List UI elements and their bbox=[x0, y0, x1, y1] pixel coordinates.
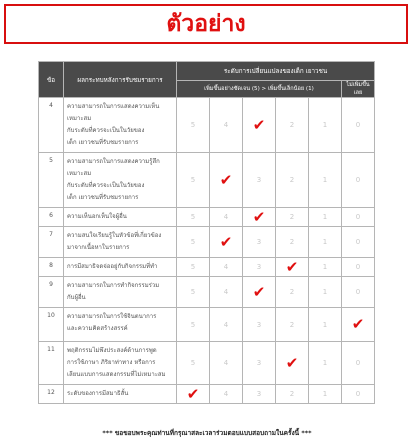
level-value: 1 bbox=[322, 176, 328, 184]
level-value: 2 bbox=[289, 238, 295, 246]
level-cell-0[interactable] bbox=[342, 153, 375, 208]
level-cell-2[interactable] bbox=[276, 385, 309, 404]
row-number: 9 bbox=[39, 277, 64, 308]
row-item-text bbox=[64, 385, 177, 404]
item-line: เลียนแบบการแสดงกรรมที่ไม่เหมาะสม bbox=[67, 371, 166, 378]
row-item-text bbox=[64, 342, 177, 385]
level-cell-1[interactable] bbox=[309, 385, 342, 404]
item-line: ความเห็นอกเห็นใจผู้อื่น bbox=[67, 213, 127, 220]
level-cell-3[interactable] bbox=[243, 153, 276, 208]
level-cell-5[interactable] bbox=[177, 98, 210, 153]
level-cell-checked[interactable] bbox=[342, 308, 375, 342]
level-value: 1 bbox=[322, 359, 328, 367]
item-line: การใช้ภาษา ภิริยาท่าทาง หรือการ bbox=[67, 359, 156, 366]
row-number: 7 bbox=[39, 227, 64, 258]
table-row bbox=[39, 385, 375, 404]
row-item-text bbox=[64, 308, 177, 342]
level-cell-5[interactable] bbox=[177, 258, 210, 277]
check-mark-icon: ✔ bbox=[351, 315, 365, 333]
level-value: 5 bbox=[190, 263, 196, 271]
level-cell-checked[interactable] bbox=[177, 385, 210, 404]
level-value: 1 bbox=[322, 213, 328, 221]
level-cell-5[interactable] bbox=[177, 277, 210, 308]
level-cell-2[interactable] bbox=[276, 153, 309, 208]
header-no: ข้อ bbox=[39, 62, 64, 98]
level-cell-4[interactable] bbox=[210, 208, 243, 227]
level-value: 0 bbox=[355, 263, 361, 271]
check-mark-icon: ✔ bbox=[252, 115, 266, 134]
level-cell-0[interactable] bbox=[342, 227, 375, 258]
level-cell-0[interactable] bbox=[342, 277, 375, 308]
level-value: 4 bbox=[223, 213, 229, 221]
level-value: 0 bbox=[355, 390, 361, 398]
level-cell-checked[interactable] bbox=[276, 342, 309, 385]
survey-table-body bbox=[39, 98, 375, 404]
item-line: ความสนใจเรียนรู้ในหัวข้อที่เกี่ยวข้อง bbox=[67, 232, 162, 239]
level-value: 0 bbox=[355, 288, 361, 296]
level-value: 5 bbox=[190, 176, 196, 184]
level-cell-3[interactable] bbox=[243, 258, 276, 277]
level-cell-2[interactable] bbox=[276, 277, 309, 308]
check-mark-icon: ✔ bbox=[186, 384, 200, 403]
level-value: 2 bbox=[289, 176, 295, 184]
level-value: 1 bbox=[322, 390, 328, 398]
level-cell-0[interactable] bbox=[342, 258, 375, 277]
row-number: 10 bbox=[39, 308, 64, 342]
level-cell-4[interactable] bbox=[210, 308, 243, 342]
survey-table bbox=[38, 61, 375, 404]
row-number: 5 bbox=[39, 153, 64, 208]
level-value: 2 bbox=[289, 288, 295, 296]
level-cell-4[interactable] bbox=[210, 385, 243, 404]
example-banner bbox=[4, 4, 408, 44]
level-cell-0[interactable] bbox=[342, 385, 375, 404]
table-row bbox=[39, 208, 375, 227]
item-line: กับระดับที่ควรจะเป็นในวัยของ bbox=[67, 127, 145, 134]
table-row bbox=[39, 153, 375, 208]
level-cell-1[interactable] bbox=[309, 258, 342, 277]
level-value: 0 bbox=[355, 213, 361, 221]
level-cell-checked[interactable] bbox=[243, 208, 276, 227]
check-mark-icon: ✔ bbox=[252, 207, 266, 226]
level-value: 5 bbox=[190, 320, 196, 329]
level-value: 2 bbox=[289, 320, 295, 329]
level-cell-2[interactable] bbox=[276, 98, 309, 153]
table-row bbox=[39, 227, 375, 258]
level-value: 3 bbox=[256, 263, 262, 271]
level-cell-1[interactable] bbox=[309, 342, 342, 385]
level-value: 0 bbox=[355, 238, 361, 246]
row-number: 4 bbox=[39, 98, 64, 153]
level-value: 0 bbox=[355, 359, 361, 367]
level-cell-1[interactable] bbox=[309, 153, 342, 208]
row-item-text bbox=[64, 153, 177, 208]
level-value: 4 bbox=[223, 390, 229, 398]
level-cell-checked[interactable] bbox=[243, 98, 276, 153]
level-cell-checked[interactable] bbox=[210, 227, 243, 258]
item-line: การมีสมาธิจดจ่ออยู่กับกิจกรรมที่ทำ bbox=[67, 263, 158, 270]
row-number: 11 bbox=[39, 342, 64, 385]
survey-table-wrap bbox=[38, 61, 375, 404]
item-line: เหมาะสม bbox=[67, 115, 92, 122]
check-mark-icon: ✔ bbox=[219, 232, 233, 251]
level-cell-checked[interactable] bbox=[210, 153, 243, 208]
level-value: 5 bbox=[190, 121, 196, 129]
row-item-text bbox=[64, 227, 177, 258]
check-mark-icon: ✔ bbox=[285, 257, 299, 276]
level-value: 3 bbox=[256, 390, 262, 398]
level-value: 3 bbox=[256, 320, 262, 329]
level-value: 1 bbox=[322, 263, 328, 271]
level-value: 1 bbox=[322, 320, 328, 329]
level-cell-0[interactable] bbox=[342, 98, 375, 153]
table-row bbox=[39, 258, 375, 277]
level-value: 2 bbox=[289, 390, 295, 398]
level-value: 2 bbox=[289, 121, 295, 129]
item-line: ความสามารถในการใช้จินตนาการ bbox=[67, 313, 157, 320]
level-value: 3 bbox=[256, 238, 262, 246]
level-cell-1[interactable] bbox=[309, 308, 342, 342]
level-cell-checked[interactable] bbox=[276, 258, 309, 277]
row-item-text bbox=[64, 208, 177, 227]
level-cell-2[interactable] bbox=[276, 227, 309, 258]
level-value: 5 bbox=[190, 359, 196, 367]
level-value: 3 bbox=[256, 176, 262, 184]
level-cell-2[interactable] bbox=[276, 308, 309, 342]
item-line: เหมาะสม bbox=[67, 170, 92, 177]
level-value: 4 bbox=[223, 121, 229, 129]
level-value: 4 bbox=[223, 320, 229, 329]
level-cell-5[interactable] bbox=[177, 308, 210, 342]
level-value: 4 bbox=[223, 288, 229, 296]
item-line: และความคิดสร้างสรรค์ bbox=[67, 325, 128, 332]
level-value: 0 bbox=[355, 176, 361, 184]
level-cell-1[interactable] bbox=[309, 277, 342, 308]
header-item: ผลกระทบหลังการรับชมรายการ bbox=[64, 62, 177, 98]
level-value: 5 bbox=[190, 213, 196, 221]
level-value: 4 bbox=[223, 359, 229, 367]
check-mark-icon: ✔ bbox=[252, 282, 266, 301]
level-value: 1 bbox=[322, 288, 328, 296]
level-value: 1 bbox=[322, 238, 328, 246]
level-cell-0[interactable] bbox=[342, 342, 375, 385]
check-mark-icon: ✔ bbox=[219, 170, 233, 189]
row-item-text bbox=[64, 98, 177, 153]
level-value: 5 bbox=[190, 238, 196, 246]
level-cell-2[interactable] bbox=[276, 208, 309, 227]
level-value: 4 bbox=[223, 263, 229, 271]
level-cell-1[interactable] bbox=[309, 208, 342, 227]
level-cell-1[interactable] bbox=[309, 98, 342, 153]
table-row bbox=[39, 98, 375, 153]
level-cell-5[interactable] bbox=[177, 153, 210, 208]
level-cell-3[interactable] bbox=[243, 308, 276, 342]
level-cell-0[interactable] bbox=[342, 208, 375, 227]
row-item-text bbox=[64, 258, 177, 277]
item-line: ความสามารถในการแสดงความเห็น bbox=[67, 103, 160, 110]
check-mark-icon: ✔ bbox=[285, 353, 299, 372]
level-value: 2 bbox=[289, 213, 295, 221]
level-value: 3 bbox=[256, 359, 262, 367]
item-line: มาจากเนื้อหาในรายการ bbox=[67, 244, 130, 251]
header-no-increase: ไม่เพิ่มขึ้นเลย bbox=[342, 81, 375, 98]
table-row bbox=[39, 308, 375, 342]
level-value: 1 bbox=[322, 121, 328, 129]
row-number: 12 bbox=[39, 385, 64, 404]
item-line: เด็ก เยาวชนที่รับชมรายการ bbox=[67, 194, 139, 201]
item-line: ความสามารถในการทำกิจกรรมร่วม bbox=[67, 282, 160, 289]
footer-thanks: *** ขอขอบพระคุณท่านที่กรุณาสละเวลาร่วมตอบแบบสอบถามในครั้งนี้ *** bbox=[102, 429, 312, 437]
row-number: 8 bbox=[39, 258, 64, 277]
level-cell-checked[interactable] bbox=[243, 277, 276, 308]
item-line: ระดับของการมีสมาธิสั้น bbox=[67, 390, 129, 397]
table-row bbox=[39, 342, 375, 385]
level-cell-3[interactable] bbox=[243, 227, 276, 258]
table-row bbox=[39, 277, 375, 308]
item-line: กับผู้อื่น bbox=[67, 294, 86, 301]
item-line: พฤติกรรมไม่พึงประสงค์ด้านการพูด bbox=[67, 347, 157, 354]
item-line: กับระดับที่ควรจะเป็นในวัยของ bbox=[67, 182, 145, 189]
level-cell-5[interactable] bbox=[177, 342, 210, 385]
header-increase: เพิ่มขึ้นอย่างชัดเจน (5) > เพิ่มขึ้นเล็กน้อย (1) bbox=[177, 81, 342, 98]
level-cell-5[interactable] bbox=[177, 208, 210, 227]
banner-title: ตัวอย่าง bbox=[166, 11, 246, 37]
level-value: 0 bbox=[355, 121, 361, 129]
header-level-group: ระดับการเปลี่ยนแปลงของเด็ก เยาวชน bbox=[177, 62, 375, 81]
level-cell-4[interactable] bbox=[210, 258, 243, 277]
level-cell-3[interactable] bbox=[243, 342, 276, 385]
item-line: ความสามารถในการแสดงความรู้สึก bbox=[67, 158, 160, 165]
level-cell-3[interactable] bbox=[243, 385, 276, 404]
level-cell-5[interactable] bbox=[177, 227, 210, 258]
row-item-text bbox=[64, 277, 177, 308]
level-value: 5 bbox=[190, 288, 196, 296]
level-cell-4[interactable] bbox=[210, 98, 243, 153]
level-cell-4[interactable] bbox=[210, 342, 243, 385]
level-cell-1[interactable] bbox=[309, 227, 342, 258]
item-line: เด็ก เยาวชนที่รับชมรายการ bbox=[67, 139, 139, 146]
row-number: 6 bbox=[39, 208, 64, 227]
level-cell-4[interactable] bbox=[210, 277, 243, 308]
